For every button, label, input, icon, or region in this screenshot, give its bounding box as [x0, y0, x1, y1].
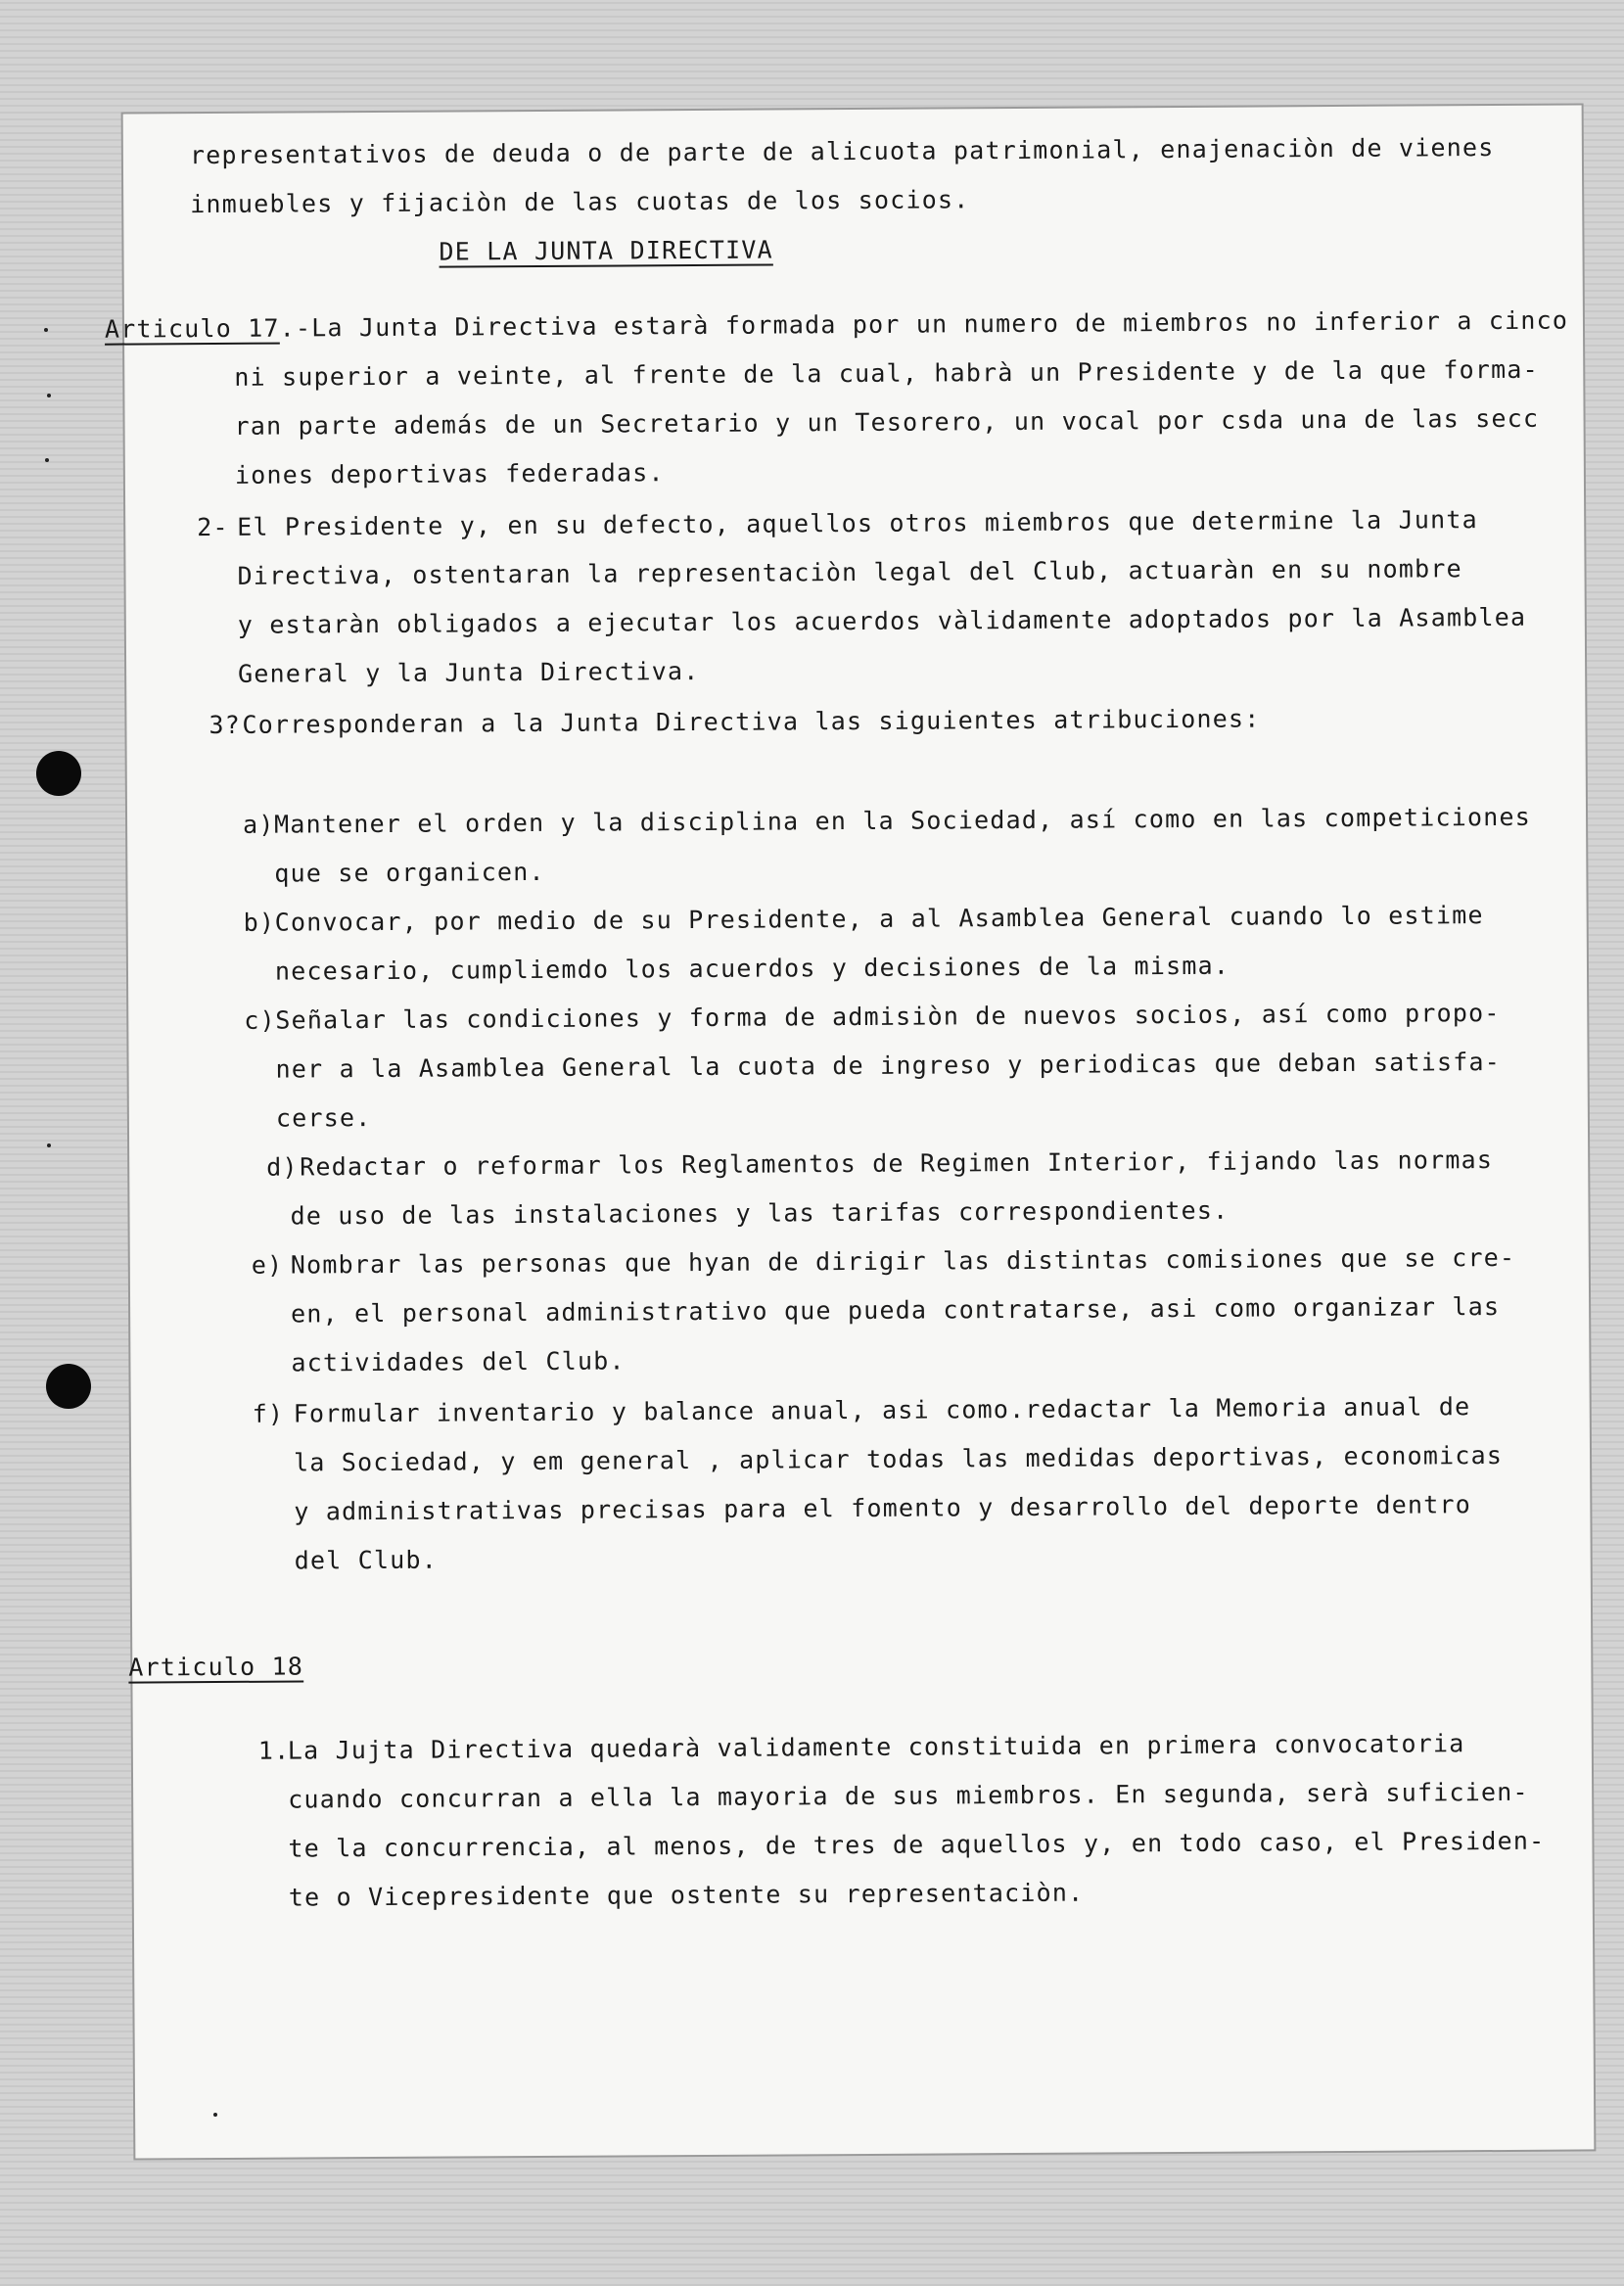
article-17-first-line [105, 306, 1568, 345]
paragraph-2-line: Directiva, ostentaran la representaciòn legal del Club, actuaràn en su nombre [237, 554, 1462, 590]
item-b-line: necesario, cumpliemdo los acuerdos y decisiones de la misma. [274, 951, 1230, 986]
item-c-line: ner a la Asamblea General la cuota de ingreso y periodicas que deban satisfa- [275, 1047, 1502, 1084]
item-e-line: actividades del Club. [291, 1346, 626, 1377]
item-a-line: Mantener el orden y la disciplina en la Sociedad, así como en las competiciones [273, 802, 1531, 839]
item-b-line: Convocar, por medio de su Presidente, a al Asamblea General cuando lo estime [274, 901, 1484, 937]
item-f-line: la Sociedad, y em general , aplicar todas las medidas deportivas, economicas [293, 1440, 1504, 1477]
item-a-line: que se organicen. [274, 857, 545, 888]
scan-speck [44, 328, 48, 332]
article-17-line: iones deportivas federadas. [234, 458, 665, 490]
item-letter: a) [242, 810, 275, 839]
item-d-line: de uso de las instalaciones y las tarifas correspondientes. [290, 1195, 1230, 1231]
item-letter: b) [243, 908, 276, 937]
paragraph-2-line: El Presidente y, en su defecto, aquellos otros miembros que determine la Junta [237, 505, 1478, 541]
paragraph-number: 2- [197, 512, 229, 542]
article-18-line: La Jujta Directiva quedarà validamente constituida en primera convocatoria [287, 1729, 1465, 1765]
scan-speck [47, 394, 51, 397]
intro-line: representativos de deuda o de parte de alicuota patrimonial, enajenaciòn de vienes [189, 133, 1495, 170]
article-18-label: Articulo 18 [128, 1652, 304, 1682]
scan-speck [45, 458, 49, 462]
article-18-line: cuando concurran a ella la mayoria de sus miembros. En segunda, serà suficien- [288, 1777, 1529, 1814]
item-d-line: Redactar o reformar los Reglamentos de Regimen Interior, fijando las normas [300, 1145, 1494, 1182]
item-c-line: Señalar las condiciones y forma de admisiòn de nuevos socios, así como propo- [275, 998, 1501, 1035]
item-f-line: del Club. [294, 1545, 439, 1575]
scan-speck [213, 2113, 217, 2117]
article-18-line: te o Vicepresidente que ostente su representaciòn. [288, 1878, 1085, 1912]
document-page [104, 105, 1595, 2158]
item-letter: d) [266, 1152, 299, 1182]
intro-line: inmuebles y fijaciòn de las cuotas de los socios. [190, 185, 970, 219]
article-17-label: Articulo 17 [104, 313, 280, 344]
item-letter: c) [244, 1005, 276, 1035]
paragraph-3-intro: Corresponderan a la Junta Directiva las siguientes atribuciones: [242, 704, 1261, 739]
paragraph-2-line: General y la Junta Directiva. [238, 656, 700, 688]
item-e-line: Nombrar las personas que hyan de dirigir las distintas comisiones que se cre- [290, 1242, 1516, 1280]
article-18-line: te la concurrencia, al menos, de tres de aquellos y, en todo caso, el Presiden- [288, 1826, 1546, 1863]
article-17-line: .-La Junta Directiva estarà formada por un numero de miembros no inferior a cinco [279, 305, 1569, 343]
item-c-line: cerse. [275, 1103, 372, 1133]
paragraph-2-line: y estaràn obligados a ejecutar los acuerdos vàlidamente adoptados por la Asamblea [237, 602, 1527, 639]
paragraph-number: 1. [257, 1736, 291, 1765]
paragraph-number: 3? [209, 710, 242, 740]
section-title: DE LA JUNTA DIRECTIVA [439, 235, 773, 266]
article-17-line: ni superior a veinte, al frente de la cual, habrà un Presidente y de la que forma- [234, 354, 1539, 392]
item-letter: e) [251, 1250, 284, 1280]
punch-hole [46, 1364, 91, 1409]
punch-hole [36, 751, 81, 796]
scan-speck [47, 1143, 51, 1147]
item-f-line: Formular inventario y balance anual, asi como.redactar la Memoria anual de [293, 1392, 1471, 1428]
article-17-line: ran parte además de un Secretario y un Tesorero, un vocal por csda una de las secc [234, 403, 1540, 441]
item-e-line: en, el personal administrativo que pueda contratarse, asi como organizar las [291, 1292, 1501, 1329]
item-letter: f) [252, 1399, 285, 1428]
item-f-line: y administrativas precisas para el fomento y desarrollo del deporte dentro [294, 1490, 1472, 1526]
